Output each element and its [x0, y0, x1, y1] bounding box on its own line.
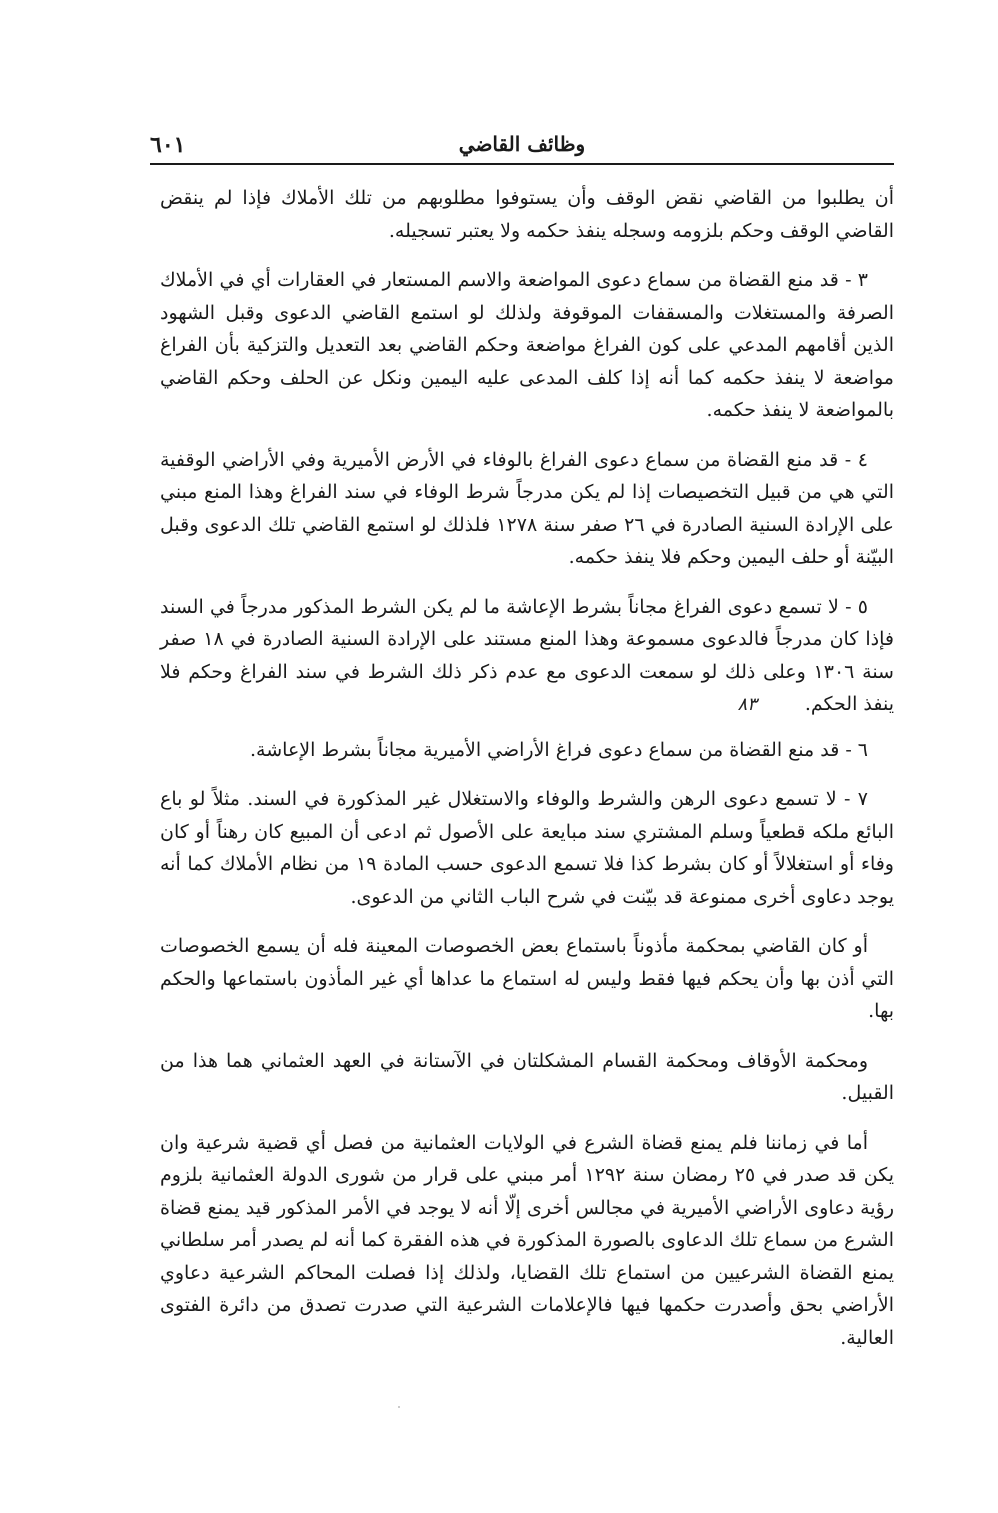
paragraph-item-7: ٧ - لا تسمع دعوى الرهن والشرط والوفاء والاستغلال غير المذكورة في السند. مثلاً لو باع البائع ملكه قطعياً وسلم المشتري سند مبايعة على الأصول ثم ادعى أن المبيع كان رهناً أو كان وفاء أو استغلالاً أو كان بشرط كذا فلا تسمع الدعوى حسب المادة ١٩ من نظام الأملاك كما أنه يوجد دعاوى أخرى ممنوعة قد بيّنت في شرح الباب الثاني من الدعوى.	[160, 788, 894, 908]
page-number: ٦٠١	[150, 132, 186, 158]
paragraph-our-time: أما في زماننا فلم يمنع قضاة الشرع في الولايات العثمانية من فصل أي قضية شرعية وان يكن قد صدر في ٢٥ رمضان سنة ١٢٩٢ أمر مبني على قرار من شورى الدولة العثمانية بلزوم رؤية دعاوى الأراضي الأميرية في مجالس أخرى إلّا أنه لا يوجد في الأمر المذكور قيد يمنع قضاة الشرع من سماع تلك الدعاوى بالصورة المذكورة في هذه الفقرة كما أنه لم يصدر أمر سلطاني يمنع القضاة الشرعيين من استماع تلك القضايا، ولذلك إذا فصلت المحاكم الشرعية دعاوي الأراضي بحق وأصدرت حكمها فيها فالإعلامات الشرعية التي صدرت تصدق من دائرة الفتوى العالية.	[160, 1131, 894, 1349]
handwritten-margin-note: ٨٣	[737, 694, 757, 715]
paragraph-authorized-court: أو كان القاضي بمحكمة مأذوناً باستماع بعض الخصوصات المعينة فله أن يسمع الخصوصات التي أذن بها وأن يحكم فيها فقط وليس له استماع ما عداها أي غير المأذون باستماعها والحكم بها.	[160, 935, 894, 1022]
paragraph-item-5-text: ٥ - لا تسمع دعوى الفراغ مجاناً بشرط الإعاشة ما لم يكن الشرط المذكور مدرجاً في السند فإذا كان مدرجاً فالدعوى مسموعة وهذا المنع مستند على الإرادة السنية الصادرة في ١٨ صفر سنة ١٣٠٦ وعلى ذلك لو سمعت الدعوى مع عدم ذكر ذلك الشرط في سند الفراغ وحكم فلا ينفذ الحكم.	[160, 595, 894, 715]
paragraph-item-5	[160, 591, 894, 722]
scan-speck	[398, 1406, 400, 1408]
header-rule	[150, 163, 894, 165]
page-header	[150, 132, 894, 162]
paragraph-continuation: أن يطلبوا من القاضي نقض الوقف وأن يستوفوا مطلوبهم من تلك الأملاك فإذا لم ينقض القاضي الوقف وحكم بلزومه وسجله ينفذ حكمه ولا يعتبر تسجيله.	[160, 187, 894, 242]
running-title: وظائف القاضي	[458, 132, 586, 156]
paragraph-item-3: ٣ - قد منع القضاة من سماع دعوى المواضعة والاسم المستعار في العقارات أي في الأملاك الصرفة والمستغلات والمسقفات الموقوفة ولذلك لو استمع القاضي الدعوى وقبل الشهود الذين أقامهم المدعي على كون الفراغ مواضعة وحكم القاضي بعد التعديل والتزكية بأن الفراغ مواضعة لا ينفذ حكمه كما أنه إذا كلف المدعى عليه اليمين ونكل عن الحلف وحكم القاضي بالمواضعة لا ينفذ حكمه.	[160, 269, 894, 421]
body-text	[160, 182, 894, 1371]
paragraph-waqf-court: ومحكمة الأوقاف ومحكمة القسام المشكلتان في الآستانة في العهد العثماني هما هذا من القبيل.	[160, 1049, 894, 1104]
paragraph-item-4: ٤ - قد منع القضاة من سماع دعوى الفراغ بالوفاء في الأرض الأميرية وفي الأراضي الوقفية التي هي من قبيل التخصيصات إذا لم يكن مدرجاً شرط الوفاء في سند الفراغ وهذا المنع مبني على الإرادة السنية الصادرة في ٢٦ صفر سنة ١٢٧٨ فلذلك لو استمع القاضي تلك الدعوى وقبل البيّنة أو حلف اليمين وحكم فلا ينفذ حكمه.	[160, 448, 894, 568]
paragraph-item-6: ٦ - قد منع القضاة من سماع دعوى فراغ الأراضي الأميرية مجاناً بشرط الإعاشة.	[250, 738, 868, 761]
